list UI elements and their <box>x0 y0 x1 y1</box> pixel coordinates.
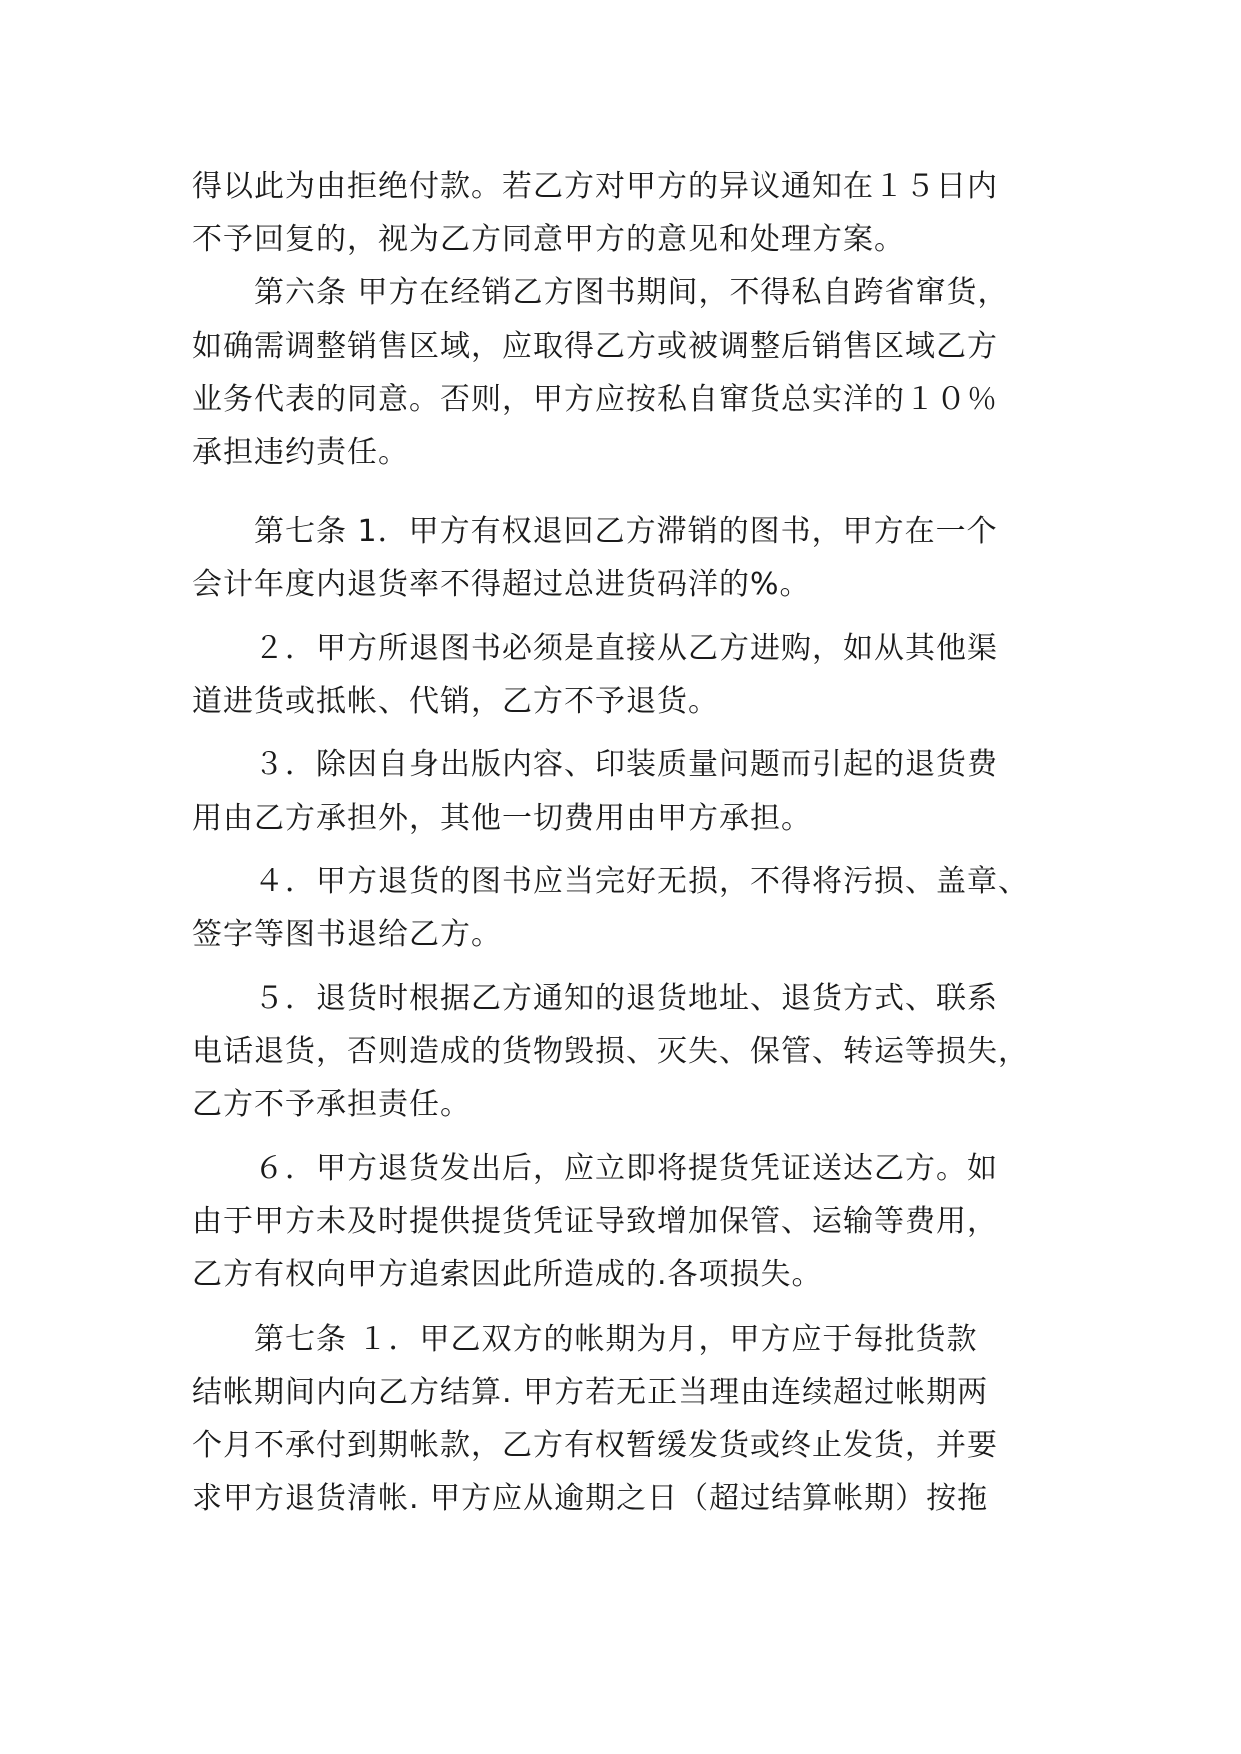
text-line: 第七条 1．甲方有权退回乙方滞销的图书，甲方在一个 <box>192 514 998 549</box>
text-line: 乙方有权向甲方追索因此所造成的.各项损失。 <box>192 1257 823 1292</box>
text-line: 结帐期间内向乙方结算. 甲方若无正当理由连续超过帐期两 <box>192 1375 989 1410</box>
text-line: 承担违约责任。 <box>192 435 409 470</box>
text-line: 第六条 甲方在经销乙方图书期间，不得私自跨省窜货， <box>192 275 1009 310</box>
text-line: ６．甲方退货发出后，应立即将提货凭证送达乙方。如 <box>192 1151 998 1186</box>
text-line: 签字等图书退给乙方。 <box>192 917 502 952</box>
text-line: 用由乙方承担外，其他一切费用由甲方承担。 <box>192 801 812 836</box>
text-line: 不予回复的，视为乙方同意甲方的意见和处理方案。 <box>192 222 905 257</box>
text-line: 业务代表的同意。否则，甲方应按私自窜货总实洋的１０％ <box>192 382 998 417</box>
text-line: 会计年度内退货率不得超过总进货码洋的%。 <box>192 567 811 602</box>
text-line: ３．除因自身出版内容、印装质量问题而引起的退货费 <box>192 747 998 782</box>
text-line: ２．甲方所退图书必须是直接从乙方进购，如从其他渠 <box>192 631 998 666</box>
text-line: 乙方不予承担责任。 <box>192 1087 471 1122</box>
text-line: 个月不承付到期帐款，乙方有权暂缓发货或终止发货，并要 <box>192 1428 998 1463</box>
text-line: 得以此为由拒绝付款。若乙方对甲方的异议通知在１５日内 <box>192 169 998 204</box>
text-line: ４．甲方退货的图书应当完好无损，不得将污损、盖章、 <box>192 864 1029 899</box>
text-line: ５．退货时根据乙方通知的退货地址、退货方式、联系 <box>192 981 998 1016</box>
text-line: 求甲方退货清帐. 甲方应从逾期之日（超过结算帐期）按拖 <box>192 1481 989 1516</box>
text-line: 第七条 １．甲乙双方的帐期为月，甲方应于每批货款 <box>192 1322 978 1357</box>
text-line: 电话退货，否则造成的货物毁损、灭失、保管、转运等损失， <box>192 1034 1029 1069</box>
text-line: 由于甲方未及时提供提货凭证导致增加保管、运输等费用， <box>192 1204 998 1239</box>
text-line: 如确需调整销售区域，应取得乙方或被调整后销售区域乙方 <box>192 329 998 364</box>
text-line: 道进货或抵帐、代销，乙方不予退货。 <box>192 684 719 719</box>
